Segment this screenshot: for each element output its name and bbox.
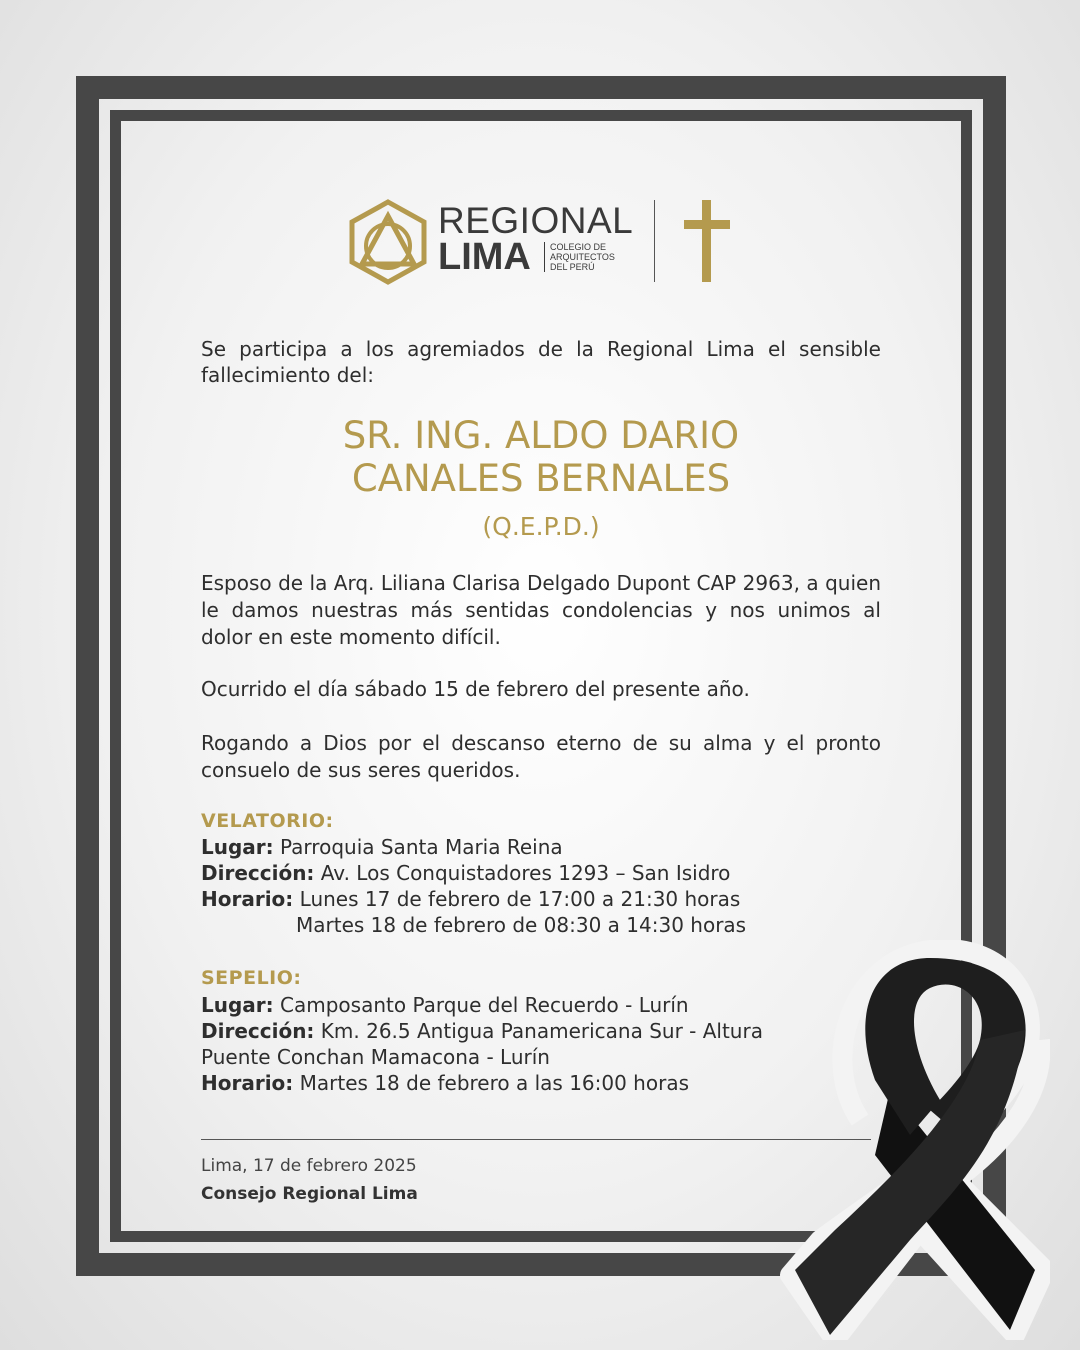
sepelio-direccion-value-1: Km. 26.5 Antigua Panamericana Sur - Altura: [320, 1019, 763, 1043]
velatorio-direccion-label: Dirección:: [201, 861, 315, 885]
paragraph-date: Ocurrido el día sábado 15 de febrero del presente año.: [201, 677, 750, 701]
logo-divider: [654, 200, 655, 282]
paragraph-prayer: Rogando a Dios por el descanso eterno de su alma y el pronto consuelo de sus seres queridos.: [201, 731, 881, 782]
footer-signature: Consejo Regional Lima: [201, 1184, 418, 1204]
velatorio-lugar-value: Parroquia Santa Maria Reina: [280, 835, 563, 859]
logo-regional-text: REGIONAL: [438, 200, 634, 241]
velatorio-horario-label: Horario:: [201, 887, 294, 911]
intro-text: Se participa a los agremiados de la Regional Lima el sensible fallecimiento del:: [201, 337, 881, 387]
velatorio-direccion: [201, 860, 730, 886]
sepelio-horario-value: Martes 18 de febrero a las 16:00 horas: [299, 1071, 689, 1095]
velatorio-direccion-value: Av. Los Conquistadores 1293 – San Isidro: [320, 861, 731, 885]
sepelio-lugar-value: Camposanto Parque del Recuerdo - Lurín: [280, 993, 689, 1017]
sepelio-horario-label: Horario:: [201, 1071, 294, 1095]
sepelio-horario: [201, 1070, 689, 1096]
sepelio-direccion-2: Puente Conchan Mamacona - Lurín: [201, 1045, 550, 1069]
velatorio-horario: [201, 886, 740, 912]
velatorio-lugar-label: Lugar:: [201, 835, 274, 859]
sepelio-lugar: [201, 992, 689, 1018]
logo: [348, 198, 748, 286]
velatorio-horario-2: Martes 18 de febrero de 08:30 a 14:30 horas: [296, 913, 747, 937]
sepelio-title: SEPELIO:: [201, 967, 302, 989]
name-line-2: CANALES BERNALES: [351, 457, 731, 500]
logo-subtitle: COLEGIO DE ARQUITECTOS DEL PERÚ: [544, 242, 615, 272]
deceased-name: [201, 414, 881, 500]
sepelio-direccion: [201, 1018, 763, 1044]
footer-date: Lima, 17 de febrero 2025: [201, 1156, 417, 1176]
hexagon-logo-icon: [348, 198, 428, 286]
paragraph-condolences: Esposo de la Arq. Liliana Clarisa Delgado Dupont CAP 2963, a quien le damos nuestras más sentidas condolencias y nos unimos al dolor en este momento difícil.: [201, 571, 881, 649]
sepelio-lugar-label: Lugar:: [201, 993, 274, 1017]
qepd-text: (Q.E.P.D.): [482, 512, 600, 541]
sepelio-direccion-label: Dirección:: [201, 1019, 315, 1043]
velatorio-horario-value-1: Lunes 17 de febrero de 17:00 a 21:30 horas: [299, 887, 741, 911]
velatorio-lugar: [201, 834, 563, 860]
footer-divider: [201, 1139, 871, 1140]
velatorio-title: VELATORIO:: [201, 810, 334, 832]
name-line-1: SR. ING. ALDO DARIO: [342, 414, 740, 457]
logo-lima-text: LIMA: [438, 236, 531, 278]
mourning-ribbon-icon: [780, 940, 1050, 1340]
cross-icon: [682, 200, 732, 282]
